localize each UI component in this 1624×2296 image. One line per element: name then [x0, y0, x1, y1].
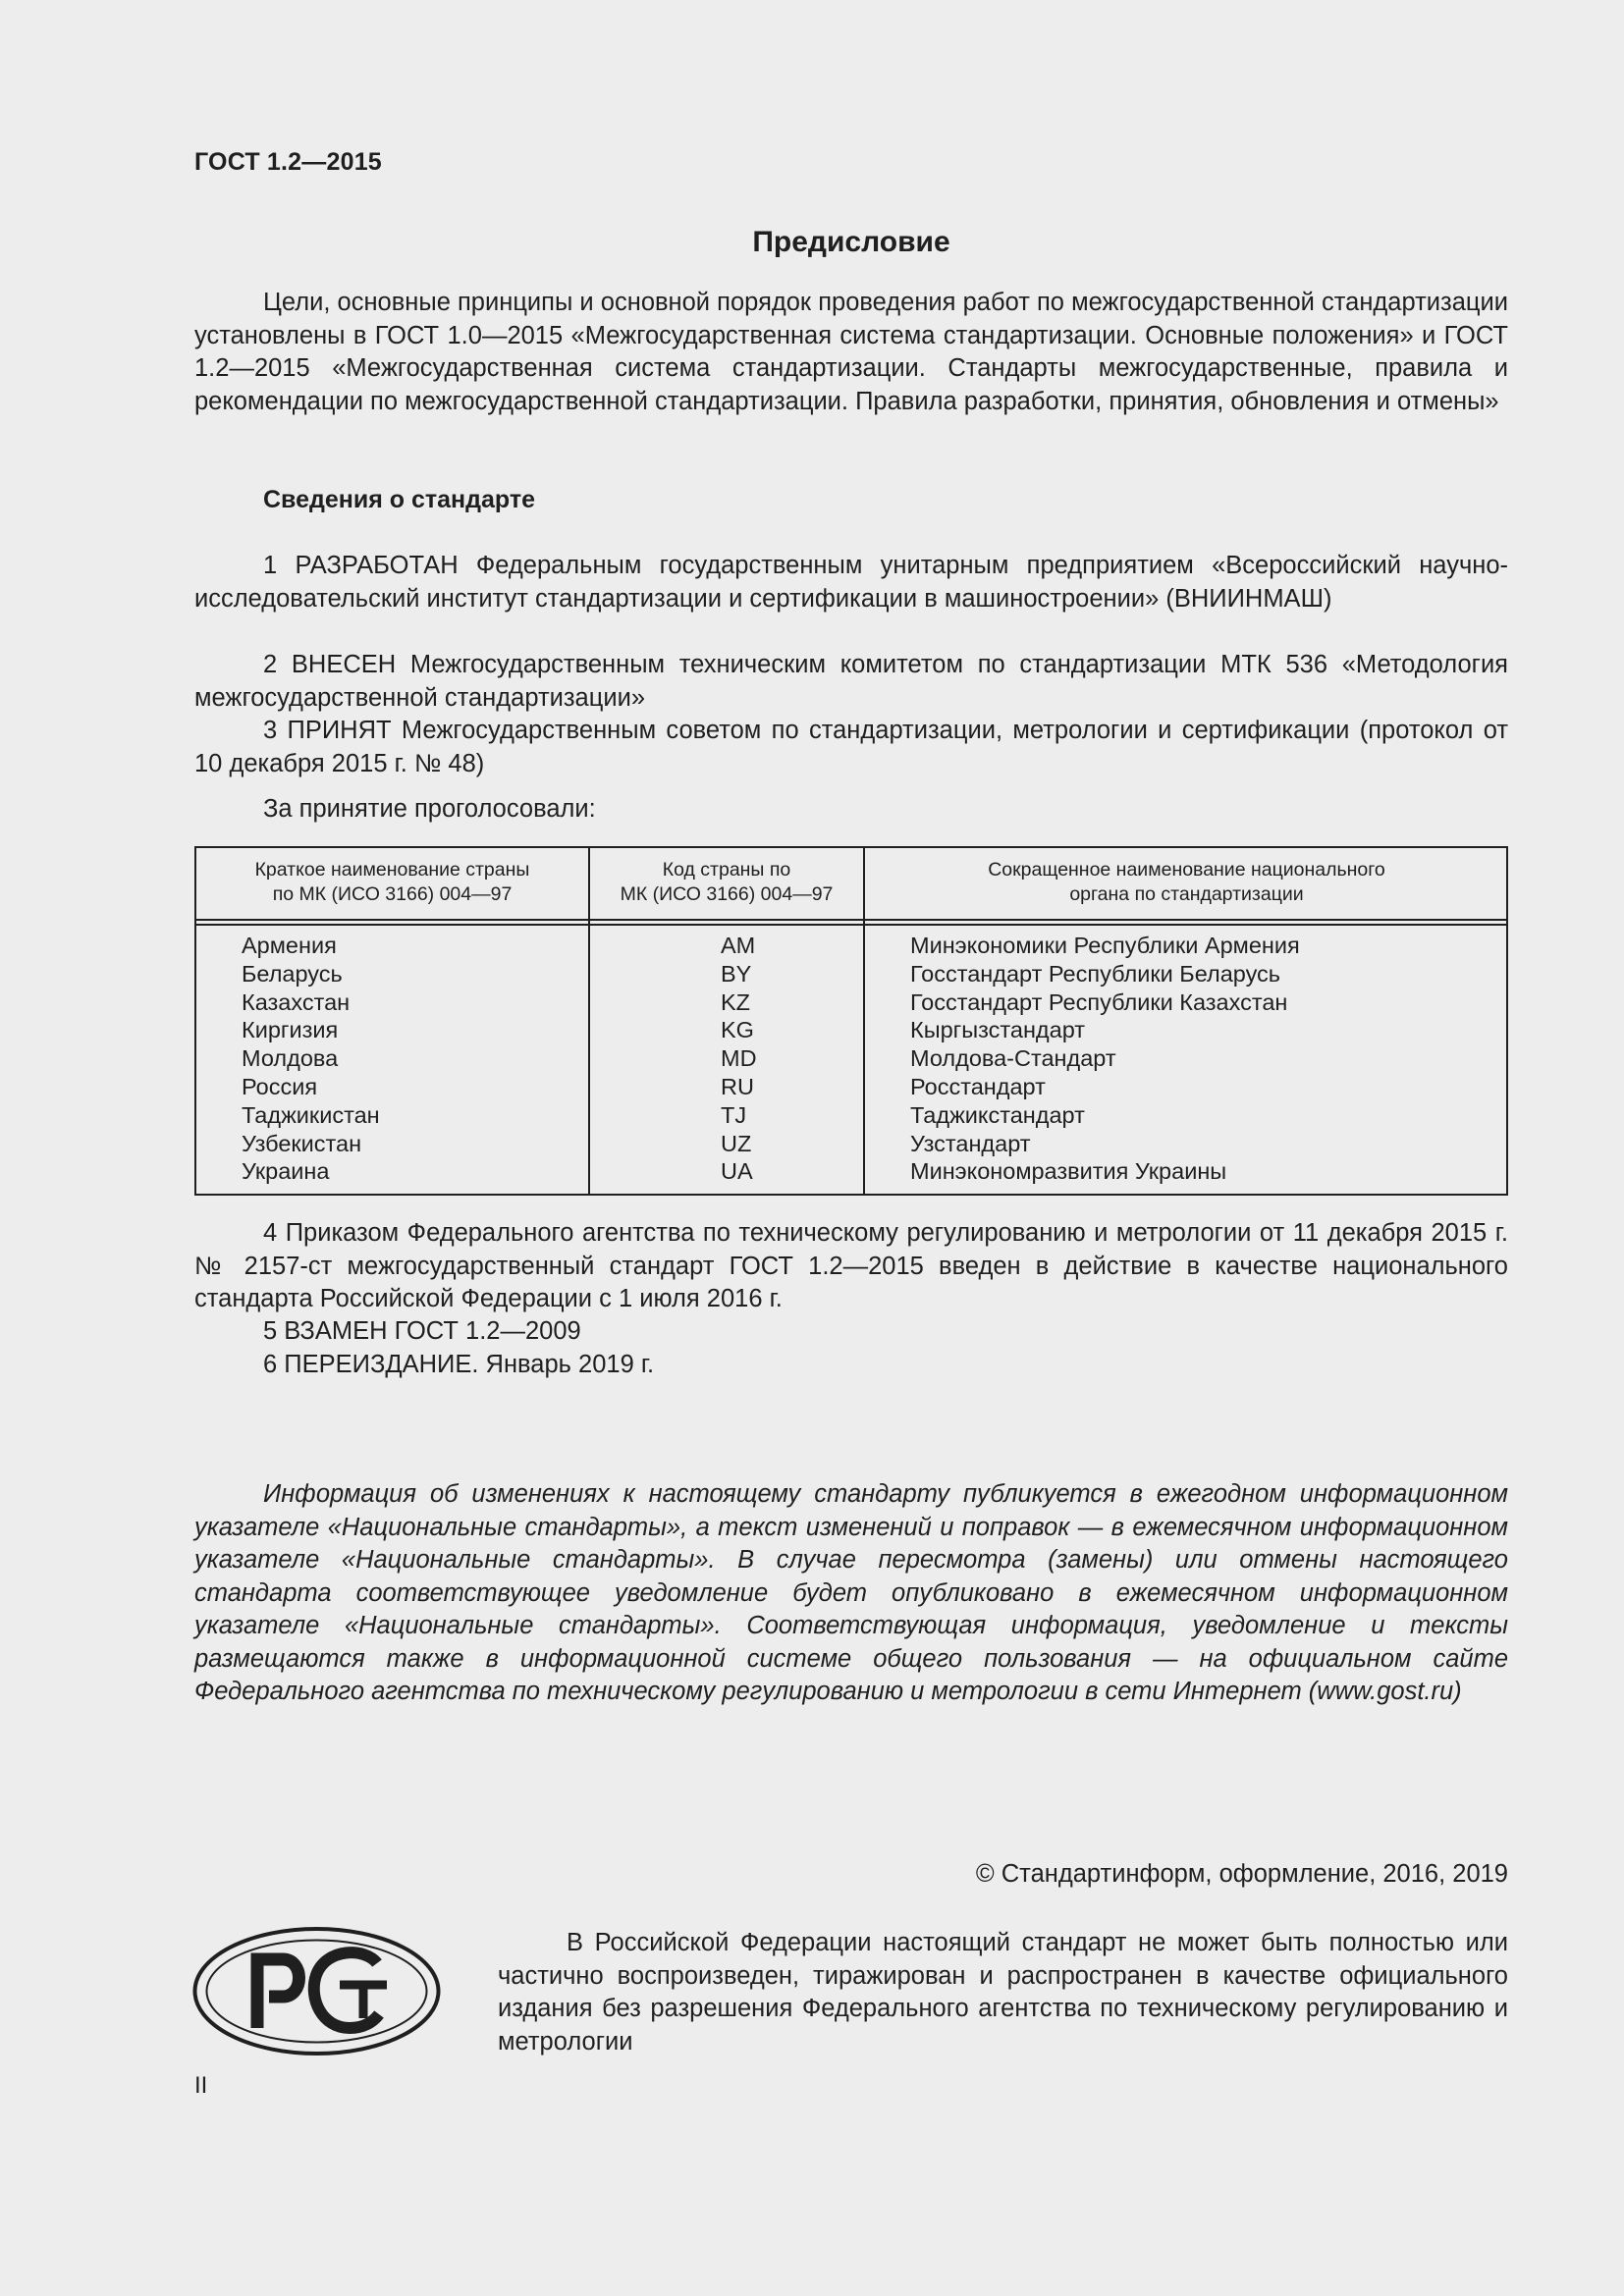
table-cell-code: AM: [721, 933, 756, 958]
table-cell-code: BY: [721, 960, 752, 987]
item-6: 6 ПЕРЕИЗДАНИЕ. Январь 2019 г.: [263, 1351, 655, 1378]
item-4: 4 Приказом Федерального агентства по техническому регулированию и метрологии от 11 декабря 2015 г. № 2157-ст межгосударственный стандарт ГОСТ 1.2—2015 введен в действие в качестве национального стандарта Российской Федерации с 1 июля 2016 г.: [194, 1219, 1508, 1312]
table-cell-org: Госстандарт Республики Казахстан: [910, 988, 1288, 1015]
page-title: Предисловие: [752, 226, 950, 258]
table-cell-country: Молдова: [242, 1045, 339, 1072]
table-cell-org: Росстандарт: [910, 1073, 1046, 1099]
standard-code: ГОСТ 1.2—2015: [194, 148, 382, 176]
header-code-line: МК (ИСО 3166) 004—97: [620, 883, 834, 905]
table-cell-country: Армения: [242, 933, 337, 958]
header-country: [196, 858, 588, 907]
table-cell-org: Минэкономразвития Украины: [910, 1158, 1227, 1185]
table-cell-country: Казахстан: [242, 988, 351, 1015]
header-code: [590, 858, 863, 907]
info-heading: Сведения о стандарте: [263, 486, 536, 513]
table-cell-code: UZ: [721, 1130, 752, 1156]
header-org-line: Сокращенное наименование национального: [988, 859, 1385, 881]
table-cell-country: Украина: [242, 1158, 330, 1185]
table-cell-country: Россия: [242, 1073, 318, 1099]
table-cell-code: KG: [721, 1017, 754, 1043]
table-cell-code: TJ: [721, 1101, 747, 1128]
table-divider: [196, 924, 1506, 926]
header-code-line: Код страны по: [662, 859, 791, 881]
copyright-line: © Стандартинформ, оформление, 2016, 2019: [975, 1860, 1508, 1888]
item-5: 5 ВЗАМЕН ГОСТ 1.2—2009: [263, 1317, 581, 1345]
table-cell-org: Таджикстандарт: [910, 1101, 1085, 1128]
changes-info-paragraph: Информация об изменениях к настоящему стандарту публикуется в ежегодном информационном указателе «Национальные стандарты», а текст изменений и поправок — в ежемесячном информационном указателе «Национальные стандарты». В случае пересмотра (замены) или отмены настоящего стандарта соответствующее уведомление будет опубликовано в ежемесячном информационном указателе «Национальные стандарты». Соответствующая информация, уведомление и тексты размещаются также в информационной системе общего пользования — на официальном сайте Федерального агентства по техническому регулированию и метрологии в сети Интернет (www.gost.ru): [194, 1480, 1508, 1705]
copyright-notice: В Российской Федерации настоящий стандарт не может быть полностью или частично воспроизведен, тиражирован и распространен в качестве официального издания без разрешения Федерального агентства по техническому регулированию и метрологии: [498, 1929, 1508, 2056]
country-column: [242, 932, 380, 1186]
table-cell-country: Беларусь: [242, 960, 343, 987]
code-column: [721, 932, 757, 1186]
page-number: II: [194, 2072, 208, 2099]
table-cell-country: Узбекистан: [242, 1130, 362, 1156]
table-cell-country: Таджикистан: [242, 1101, 380, 1128]
table-cell-code: MD: [721, 1045, 757, 1072]
table-cell-org: Кыргызстандарт: [910, 1017, 1086, 1043]
item-2: 2 ВНЕСЕН Межгосударственным техническим комитетом по стандартизации МТК 536 «Методология межгосударственной стандартизации»: [194, 651, 1508, 712]
table-cell-org: Узстандарт: [910, 1130, 1031, 1156]
table-cell-org: Минэкономики Республики Армения: [910, 933, 1300, 958]
org-column: [910, 932, 1300, 1186]
table-cell-org: Госстандарт Республики Беларусь: [910, 960, 1281, 987]
header-country-line: по МК (ИСО 3166) 004—97: [272, 883, 513, 905]
header-country-line: Краткое наименование страны: [254, 859, 530, 881]
intro-paragraph: Цели, основные принципы и основной порядок проведения работ по межгосударственной стандартизации установлены в ГОСТ 1.0—2015 «Межгосударственная система стандартизации. Основные положения» и ГОСТ 1.2—2015 «Межгосударственная система стандартизации. Стандарты межгосударственные, правила и рекомендации по межгосударственной стандартизации. Правила разработки, принятия, обновления и отмены»: [194, 289, 1508, 415]
voting-table: [194, 846, 1508, 1196]
table-cell-code: UA: [721, 1158, 753, 1185]
item-1: 1 РАЗРАБОТАН Федеральным государственным унитарным предприятием «Всероссийский научно-исследовательский институт стандартизации и сертификации в машиностроении» (ВНИИНМАШ): [194, 552, 1508, 613]
table-cell-code: RU: [721, 1073, 754, 1099]
table-cell-country: Киргизия: [242, 1017, 339, 1043]
vote-label: За принятие проголосовали:: [263, 795, 596, 823]
table-divider: [196, 919, 1506, 921]
rst-logo-icon: [192, 1926, 441, 2056]
item-3: 3 ПРИНЯТ Межгосударственным советом по стандартизации, метрологии и сертификации (протокол от 10 декабря 2015 г. № 48): [194, 717, 1508, 777]
header-org-line: органа по стандартизации: [1069, 883, 1304, 905]
table-cell-org: Молдова-Стандарт: [910, 1045, 1116, 1072]
table-cell-code: KZ: [721, 988, 751, 1015]
header-org: [865, 858, 1508, 907]
